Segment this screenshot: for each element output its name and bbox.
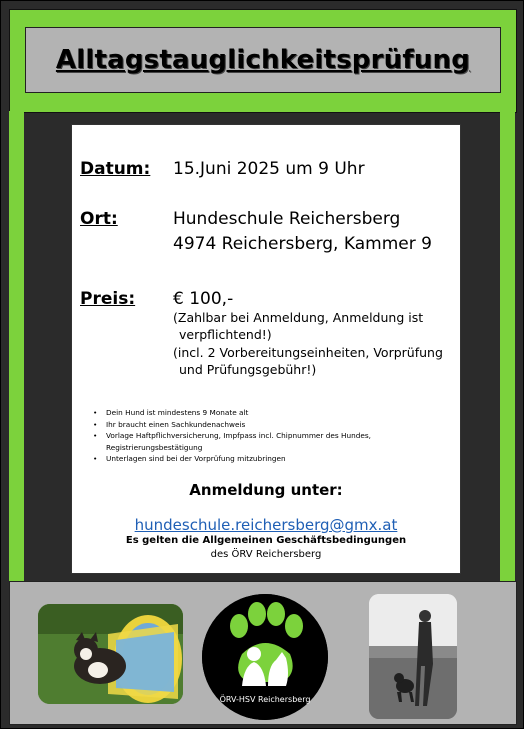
woman-dog-illustration [369,594,457,719]
requirements-list [102,407,371,465]
preis-note2a: (incl. 2 Vorbereitungseinheiten, Vorprüfung [173,345,443,360]
preis-note2b: und Prüfungsgebühr!) [179,362,317,377]
ort-label: Ort: [80,209,118,229]
preis-note1b: verpflichtend!) [179,327,272,342]
ort-line2: 4974 Reichersberg, Kammer 9 [173,234,432,254]
registration-email-link[interactable]: hundeschule.reichersberg@gmx.at [134,516,398,534]
preis-label: Preis: [80,289,136,309]
list-item: • Ihr braucht einen Sachkundenachweis [102,419,371,431]
green-side-left [9,111,24,581]
list-item: • Vorlage Haftpflichversicherung, Impfpass incl. Chipnummer des Hundes, [102,430,371,442]
datum-label: Datum: [80,159,151,179]
info-sheet [71,124,461,574]
list-item-continuation: Registrierungsbestätigung [106,442,203,452]
logo-label: ÖRV-HSV Reichersberg [219,695,311,704]
registration-heading: Anmeldung unter: [189,481,343,499]
preis-value: € 100,- [173,289,234,309]
list-item: • Dein Hund ist mindestens 9 Monate alt [102,407,371,419]
green-side-right [500,111,515,581]
datum-value: 15.Juni 2025 um 9 Uhr [173,159,365,179]
terms-line1: Es gelten die Allgemeinen Geschäftsbedingungen [125,535,407,546]
ort-line1: Hundeschule Reichersberg [173,209,401,229]
club-logo [202,594,328,720]
woman-with-dog-photo [369,594,457,719]
page-title: Alltagstauglichkeitsprüfung [55,45,471,75]
preis-note1a: (Zahlbar bei Anmeldung, Anmeldung ist [173,310,424,325]
list-item: • Unterlagen sind bei der Vorprüfung mitzubringen [102,453,371,465]
agility-dog-photo [38,604,183,704]
photo-strip [9,581,517,725]
title-banner [25,27,501,93]
agility-dog-illustration [38,604,183,704]
terms-line2: des ÖRV Reichersberg [210,549,322,560]
